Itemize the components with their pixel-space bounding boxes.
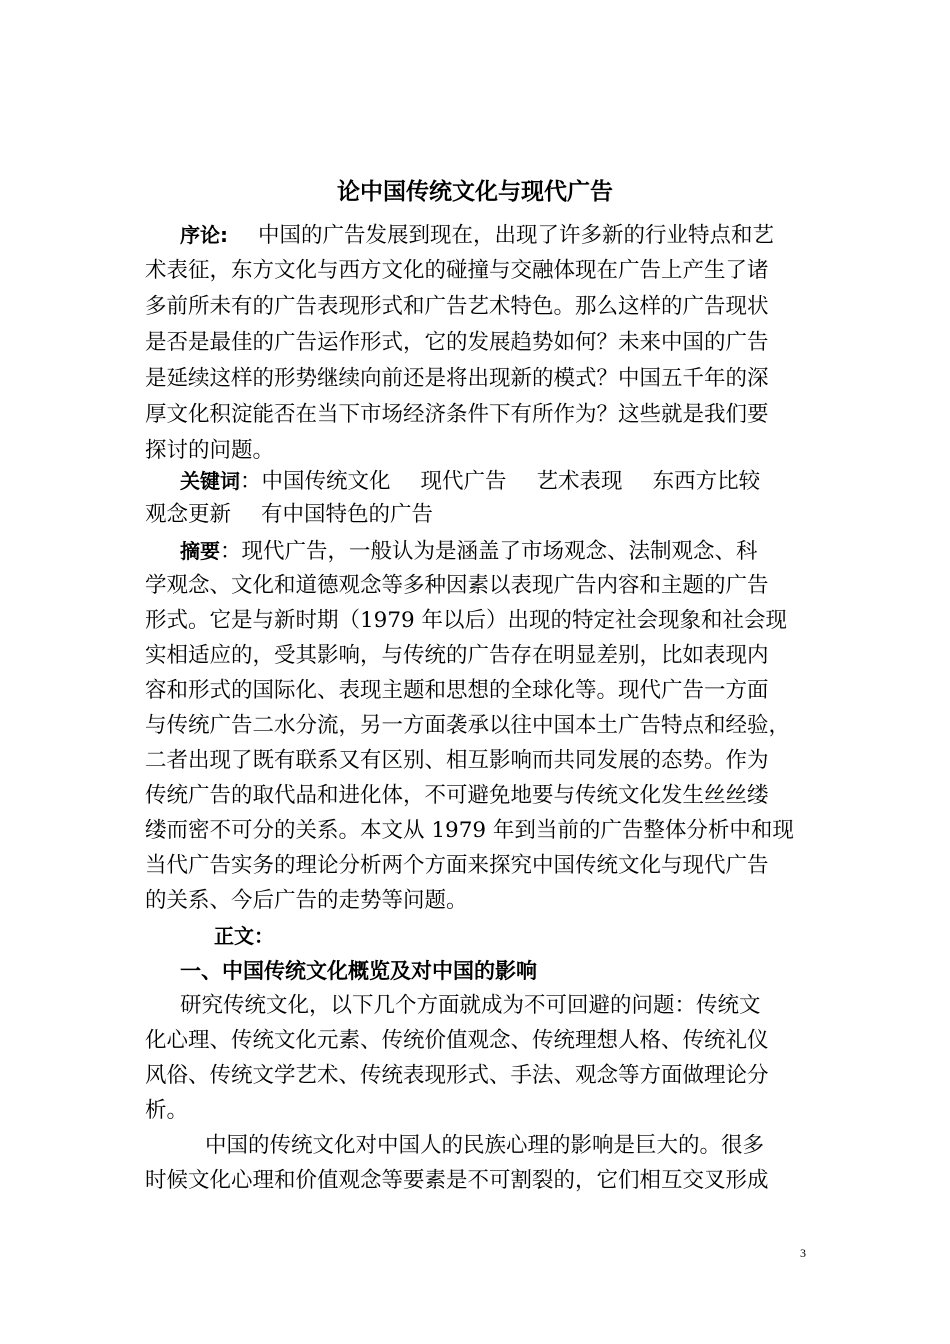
- preface-label: 序论:: [180, 223, 228, 247]
- abstract-label: 摘要: [180, 539, 220, 563]
- page-number: 3: [800, 1246, 806, 1260]
- preface-line: 术表征，东方文化与西方文化的碰撞与交融体现在广告上产生了诸: [145, 258, 769, 283]
- keyword: 有中国特色的广告: [261, 502, 434, 527]
- keyword: 艺术表现: [536, 469, 623, 494]
- abstract-line: 当代广告实务的理论分析两个方面来探究中国传统文化与现代广告: [145, 853, 769, 878]
- preface-line: 是延续这样的形势继续向前还是将出现新的模式？中国五千年的深: [145, 366, 769, 391]
- keyword: 观念更新: [145, 502, 232, 527]
- body-line: 中国的传统文化对中国人的民族心理的影响是巨大的。很多: [205, 1133, 765, 1158]
- keyword: 中国传统文化: [261, 469, 391, 494]
- body-line: 研究传统文化，以下几个方面就成为不可回避的问题：传统文: [180, 993, 761, 1018]
- abstract-line: 形式。它是与新时期（1979 年以后）出现的特定社会现象和社会现: [145, 608, 788, 633]
- section-heading: 一、中国传统文化概览及对中国的影响: [180, 959, 537, 983]
- abstract-line: [180, 536, 758, 566]
- keyword: 东西方比较: [652, 469, 761, 494]
- keywords-colon: ：: [240, 469, 262, 494]
- body-line: 析。: [145, 1098, 189, 1123]
- abstract-line: 与传统广告二水分流，另一方面袭承以往中国本土广告特点和经验，: [145, 713, 791, 738]
- keywords-label: 关键词: [180, 469, 240, 493]
- abstract-line: 容和形式的国际化、表现主题和思想的全球化等。现代广告一方面: [145, 678, 769, 703]
- preface-line: 多前所未有的广告表现形式和广告艺术特色。那么这样的广告现状: [145, 294, 769, 319]
- abstract-line: 缕而密不可分的关系。本文从 1979 年到当前的广告整体分析中和现: [145, 818, 794, 843]
- keywords-line: [145, 500, 433, 530]
- preface-line: 厚文化积淀能否在当下市场经济条件下有所作为？这些就是我们要: [145, 402, 769, 427]
- abstract-colon: ：: [220, 539, 242, 564]
- abstract-text: 现代广告，一般认为是涵盖了市场观念、法制观念、科: [241, 539, 758, 564]
- abstract-line: 的关系、今后广告的走势等问题。: [145, 888, 468, 913]
- document-title: 论中国传统文化与现代广告: [337, 179, 613, 205]
- abstract-line: 学观念、文化和道德观念等多种因素以表现广告内容和主题的广告: [145, 573, 769, 598]
- keywords-line: [180, 466, 760, 496]
- preface-line: 探讨的问题。: [145, 438, 275, 463]
- body-label: 正文：: [214, 924, 274, 948]
- abstract-line: 传统广告的取代品和进化体，不可避免地要与传统文化发生丝丝缕: [145, 783, 769, 808]
- preface-text: 中国的广告发展到现在，出现了许多新的行业特点和艺: [258, 223, 775, 248]
- preface-line: 是否是最佳的广告运作形式，它的发展趋势如何？未来中国的广告: [145, 330, 769, 355]
- preface-line: [180, 220, 774, 250]
- abstract-line: 实相适应的，受其影响，与传统的广告存在明显差别，比如表现内: [145, 643, 769, 668]
- body-line: 化心理、传统文化元素、传统价值观念、传统理想人格、传统礼仪: [145, 1028, 769, 1053]
- body-line: 时候文化心理和价值观念等要素是不可割裂的，它们相互交叉形成: [145, 1168, 769, 1193]
- keyword: 现代广告: [420, 469, 507, 494]
- body-line: 风俗、传统文学艺术、传统表现形式、手法、观念等方面做理论分: [145, 1063, 769, 1088]
- abstract-line: 二者出现了既有联系又有区别、相互影响而共同发展的态势。作为: [145, 748, 769, 773]
